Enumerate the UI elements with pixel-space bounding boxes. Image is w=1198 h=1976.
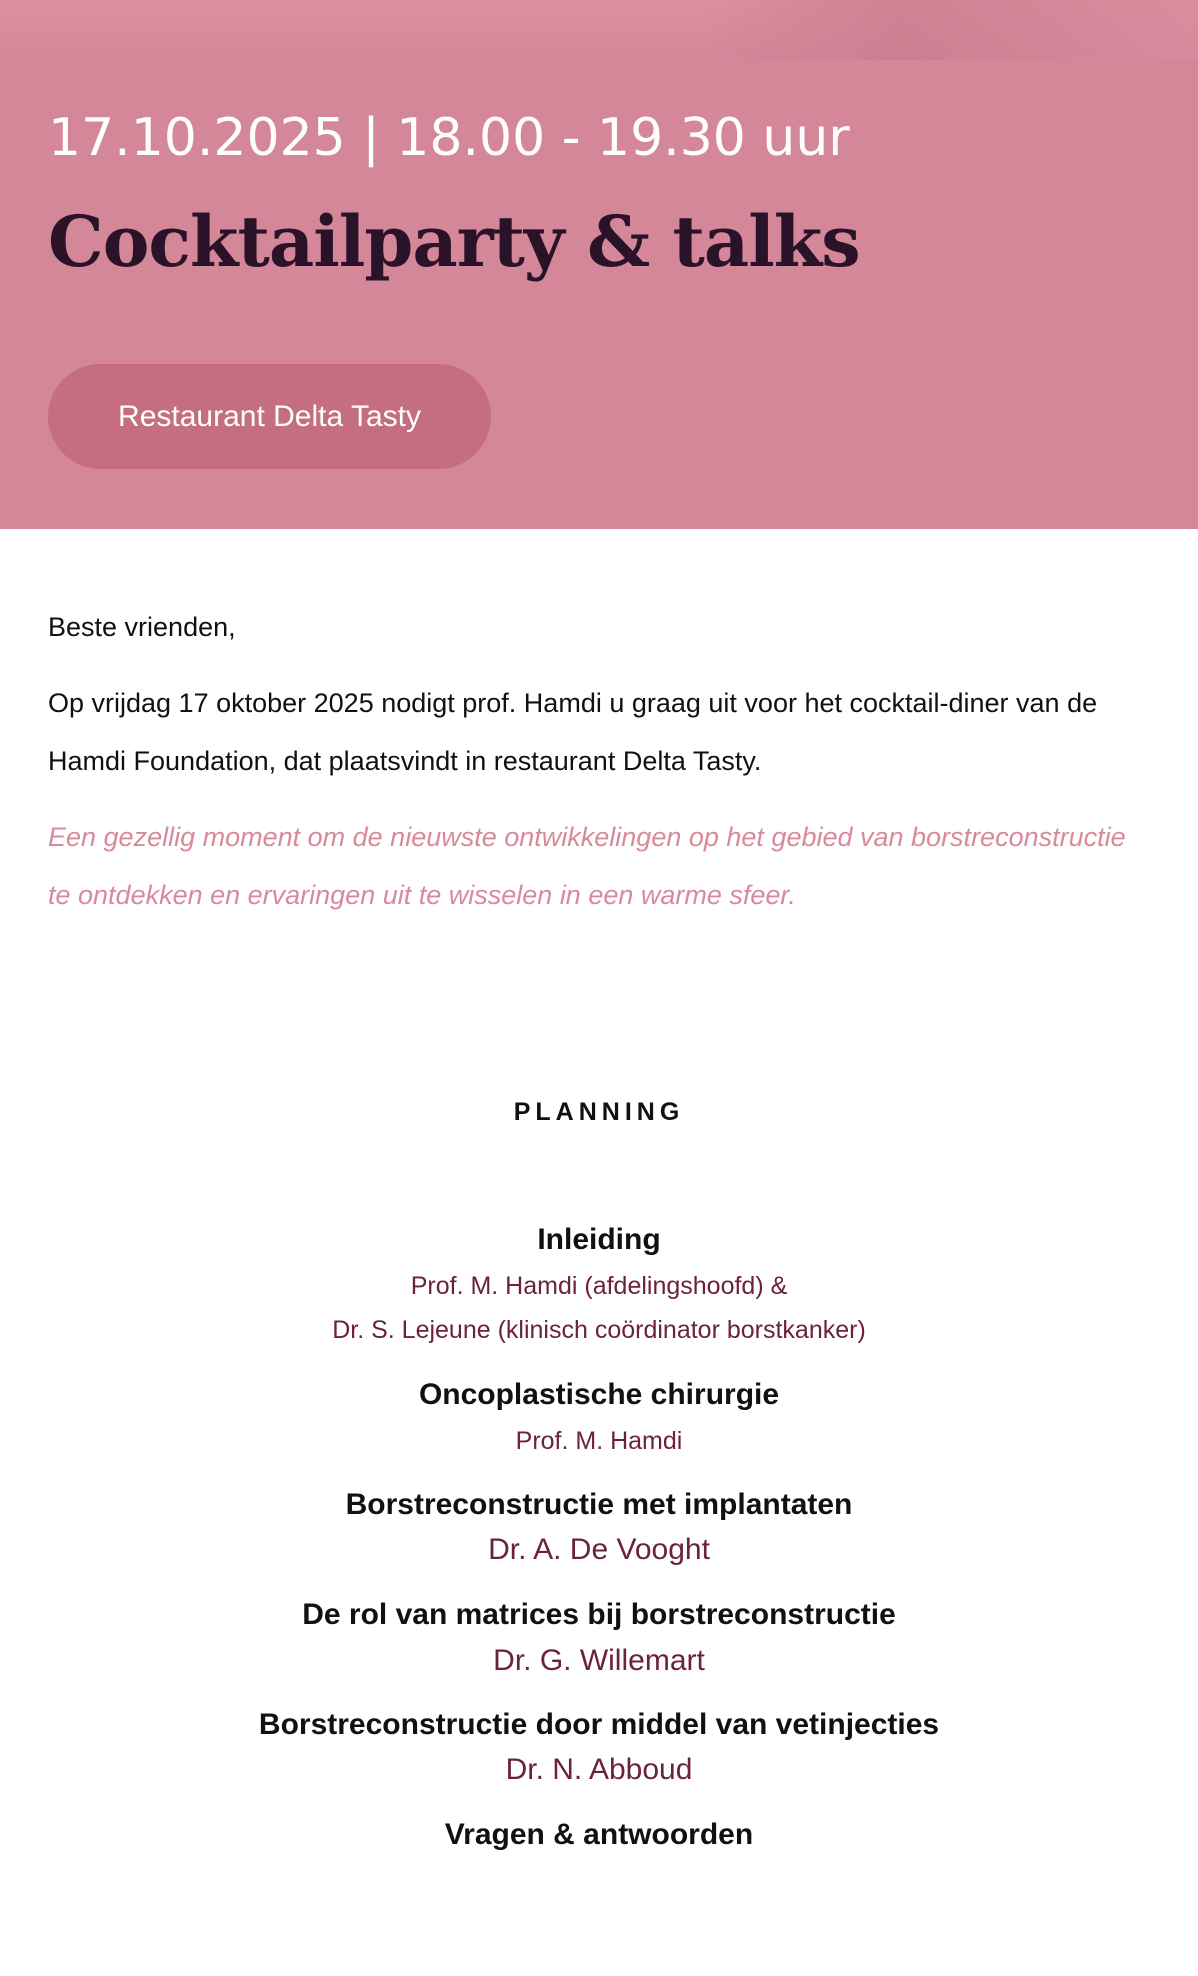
event-date-time: 17.10.2025 | 18.00 - 19.30 uur (48, 108, 850, 168)
topic-speaker: Dr. A. De Vooght (488, 1533, 710, 1566)
topic-speaker: Dr. G. Willemart (493, 1644, 705, 1677)
hero-banner (0, 0, 1198, 529)
hero-photo-fade (698, 0, 1198, 60)
venue-button[interactable]: Restaurant Delta Tasty (48, 364, 491, 469)
topic-title: Inleiding (537, 1223, 661, 1256)
topic-speaker: Dr. N. Abboud (505, 1753, 693, 1786)
topic-speaker: Dr. S. Lejeune (klinisch coördinator borstkanker) (332, 1316, 866, 1344)
planning-heading: PLANNING (513, 1098, 685, 1126)
intro-highlight: Een gezellig moment om de nieuwste ontwikkelingen op het gebied van borstreconstructie te ontdekken en ervaringen uit te wisselen in een warme sfeer. (48, 822, 1126, 910)
topic-title: Oncoplastische chirurgie (418, 1378, 780, 1411)
intro-paragraph: Op vrijdag 17 oktober 2025 nodigt prof. Hamdi u graag uit voor het cocktail-diner van de Hamdi Foundation, dat plaatsvindt in restaurant Delta Tasty. (48, 688, 1098, 776)
topic-title: Borstreconstructie door middel van vetinjecties (258, 1708, 940, 1741)
greeting: Beste vrienden, (48, 612, 236, 642)
topic-title: De rol van matrices bij borstreconstructie (302, 1598, 896, 1631)
event-title: Cocktailparty & talks (48, 200, 860, 283)
topic-title: Vragen & antwoorden (444, 1818, 754, 1851)
topic-title: Borstreconstructie met implantaten (345, 1488, 853, 1521)
topic-speaker: Prof. M. Hamdi (afdelingshoofd) & (410, 1272, 788, 1300)
topic-speaker: Prof. M. Hamdi (515, 1427, 683, 1455)
